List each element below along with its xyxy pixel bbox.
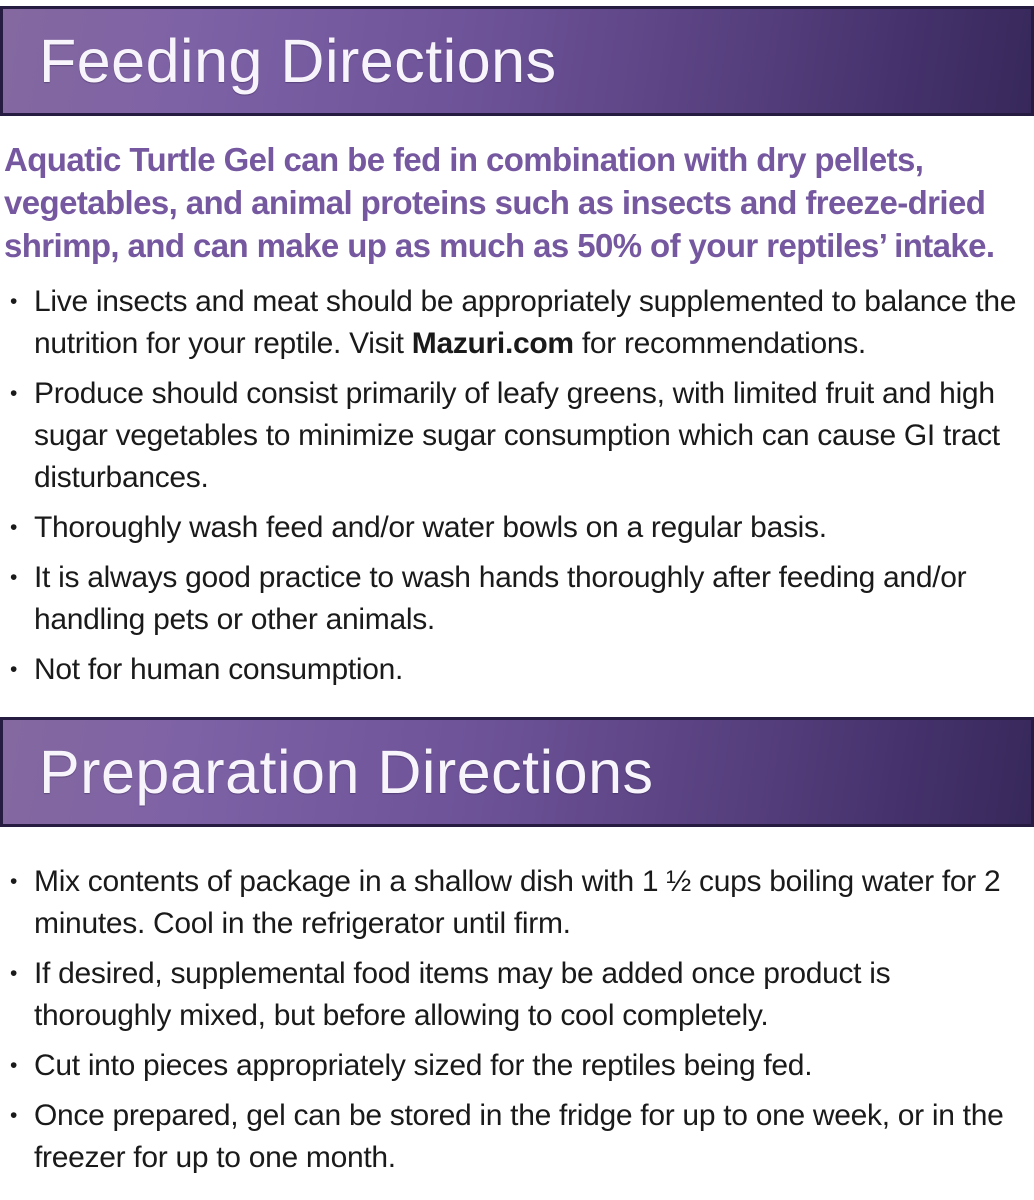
bullet-icon: • <box>10 290 18 313</box>
bullet-icon: • <box>10 658 18 681</box>
list-item-text: Produce should consist primarily of leafy greens, with limited fruit and high sugar vegetables to minimize sugar consumption which can cause GI tract disturbances. <box>34 377 1000 494</box>
list-item-text: If desired, supplemental food items may be added once product is thoroughly mixed, but before allowing to cool completely. <box>34 957 891 1032</box>
feeding-bullet-list <box>0 281 1034 691</box>
list-item <box>0 507 1020 549</box>
feeding-intro-text: Aquatic Turtle Gel can be fed in combination with dry pellets, vegetables, and animal proteins such as insects and freeze-dried shrimp, and can make up as much as 50% of your reptiles’ intake. <box>4 141 995 264</box>
bullet-icon: • <box>10 566 18 589</box>
list-item <box>0 557 1020 641</box>
feeding-directions-banner <box>0 6 1034 116</box>
preparation-directions-title: Preparation Directions <box>39 738 654 806</box>
list-item <box>0 1045 1020 1087</box>
list-item-text <box>34 281 1020 365</box>
list-item <box>0 373 1020 499</box>
list-item-text: Cut into pieces appropriately sized for the reptiles being fed. <box>34 1049 813 1082</box>
list-item <box>0 1095 1020 1179</box>
brand-name: Mazuri.com <box>411 327 574 360</box>
list-item <box>0 953 1020 1037</box>
bullet-icon: • <box>10 962 18 985</box>
preparation-bullet-list <box>0 861 1034 1179</box>
list-item <box>0 649 1020 691</box>
list-item <box>0 861 1020 945</box>
bullet-icon: • <box>10 1104 18 1127</box>
list-item-text: It is always good practice to wash hands thoroughly after feeding and/or handling pets or other animals. <box>34 561 967 636</box>
list-item-text: Mix contents of package in a shallow dish with 1 ½ cups boiling water for 2 minutes. Cool in the refrigerator until firm. <box>34 865 1001 940</box>
feeding-directions-title: Feeding Directions <box>39 27 557 95</box>
bullet-icon: • <box>10 1054 18 1077</box>
preparation-directions-banner <box>0 717 1034 827</box>
list-item <box>0 281 1020 365</box>
bullet-icon: • <box>10 870 18 893</box>
bullet-icon: • <box>10 382 18 405</box>
list-item-text: Not for human consumption. <box>34 653 404 686</box>
bullet-icon: • <box>10 516 18 539</box>
list-item-text: Thoroughly wash feed and/or water bowls on a regular basis. <box>34 511 827 544</box>
list-item-text: Once prepared, gel can be stored in the fridge for up to one week, or in the freezer for up to one month. <box>34 1099 1004 1174</box>
list-item-text-pre: Live insects and meat should be appropriately supplemented to balance the nutrition for your reptile. Visit <box>34 285 1017 360</box>
list-item-text-post: for recommendations. <box>573 327 866 360</box>
